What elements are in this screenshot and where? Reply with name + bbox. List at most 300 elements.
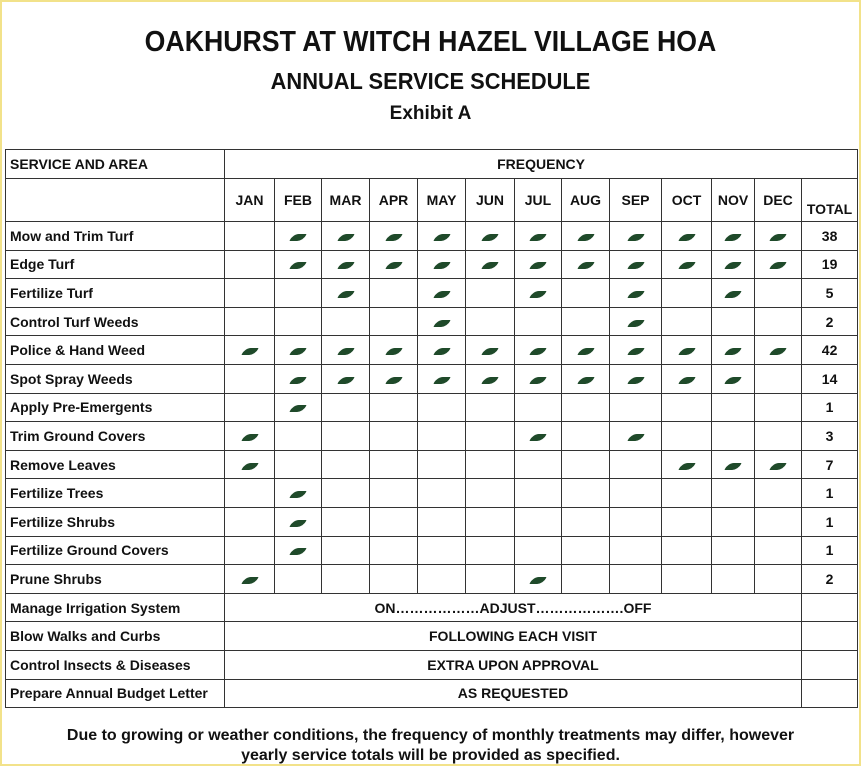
month-cell-oct (662, 507, 712, 536)
service-name: Control Insects & Diseases (6, 650, 225, 679)
month-cell-feb (275, 222, 322, 251)
month-cell-oct (662, 393, 712, 422)
leaf-icon (481, 234, 498, 241)
total-header: TOTAL (802, 179, 858, 222)
month-cell-nov (712, 536, 755, 565)
month-cell-oct (662, 536, 712, 565)
row-total: 42 (802, 336, 858, 365)
leaf-icon (678, 262, 695, 269)
month-cell-jun (466, 364, 515, 393)
leaf-icon (678, 463, 695, 470)
month-cell-may (418, 250, 466, 279)
table-row (6, 222, 858, 251)
month-cell-may (418, 507, 466, 536)
month-cell-mar (322, 364, 370, 393)
leaf-icon (289, 405, 306, 412)
month-cell-jan (225, 450, 275, 479)
month-cell-dec (755, 422, 802, 451)
row-total: 2 (802, 565, 858, 594)
leaf-icon (678, 348, 695, 355)
frequency-note: ON………………ADJUST……………….OFF (225, 593, 802, 622)
service-name: Prepare Annual Budget Letter (6, 679, 225, 708)
month-cell-jan (225, 250, 275, 279)
month-cell-apr (370, 364, 418, 393)
table-row (6, 536, 858, 565)
month-cell-mar (322, 393, 370, 422)
leaf-icon (627, 234, 644, 241)
frequency-note: AS REQUESTED (225, 679, 802, 708)
month-cell-apr (370, 307, 418, 336)
month-cell-aug (562, 279, 610, 308)
month-cell-mar (322, 536, 370, 565)
service-name: Spot Spray Weeds (6, 364, 225, 393)
leaf-icon (433, 348, 450, 355)
month-cell-oct (662, 364, 712, 393)
frequency-header: FREQUENCY (225, 150, 858, 179)
leaf-icon (529, 262, 546, 269)
row-total: 19 (802, 250, 858, 279)
month-cell-jul (515, 279, 562, 308)
leaf-icon (433, 320, 450, 327)
month-cell-nov (712, 279, 755, 308)
month-cell-jun (466, 507, 515, 536)
month-cell-aug (562, 479, 610, 508)
month-cell-dec (755, 536, 802, 565)
month-cell-jul (515, 536, 562, 565)
leaf-icon (577, 348, 594, 355)
month-cell-mar (322, 565, 370, 594)
table-row (6, 250, 858, 279)
month-header-jan: JAN (225, 179, 275, 222)
service-name: Fertilize Trees (6, 479, 225, 508)
month-header-mar: MAR (322, 179, 370, 222)
month-cell-jul (515, 450, 562, 479)
row-total: 38 (802, 222, 858, 251)
leaf-icon (769, 262, 786, 269)
month-cell-mar (322, 422, 370, 451)
month-cell-apr (370, 279, 418, 308)
leaf-icon (529, 377, 546, 384)
leaf-icon (724, 291, 741, 298)
month-cell-jan (225, 336, 275, 365)
month-header-dec: DEC (755, 179, 802, 222)
month-cell-jun (466, 222, 515, 251)
month-cell-sep (610, 450, 662, 479)
month-cell-sep (610, 536, 662, 565)
month-cell-dec (755, 250, 802, 279)
month-cell-may (418, 450, 466, 479)
month-header-may: MAY (418, 179, 466, 222)
month-cell-mar (322, 307, 370, 336)
footnote-line-2: yearly service totals will be provided as specified. (241, 747, 620, 764)
leaf-icon (289, 520, 306, 527)
month-cell-mar (322, 450, 370, 479)
month-cell-jan (225, 307, 275, 336)
month-cell-aug (562, 222, 610, 251)
month-cell-feb (275, 307, 322, 336)
month-cell-may (418, 307, 466, 336)
leaf-icon (289, 491, 306, 498)
month-cell-nov (712, 422, 755, 451)
month-cell-apr (370, 507, 418, 536)
service-name: Blow Walks and Curbs (6, 622, 225, 651)
leaf-icon (577, 234, 594, 241)
month-cell-sep (610, 422, 662, 451)
frequency-note: EXTRA UPON APPROVAL (225, 650, 802, 679)
month-cell-jun (466, 279, 515, 308)
table-row (6, 364, 858, 393)
month-cell-apr (370, 565, 418, 594)
leaf-icon (433, 234, 450, 241)
leaf-icon (385, 377, 402, 384)
month-cell-aug (562, 536, 610, 565)
service-name: Manage Irrigation System (6, 593, 225, 622)
month-cell-apr (370, 222, 418, 251)
leaf-icon (577, 377, 594, 384)
month-cell-may (418, 364, 466, 393)
month-header-sep: SEP (610, 179, 662, 222)
month-cell-feb (275, 364, 322, 393)
month-cell-feb (275, 450, 322, 479)
month-cell-oct (662, 222, 712, 251)
month-cell-jun (466, 565, 515, 594)
table-row (6, 450, 858, 479)
leaf-icon (433, 377, 450, 384)
leaf-icon (481, 262, 498, 269)
month-header-jun: JUN (466, 179, 515, 222)
month-cell-mar (322, 222, 370, 251)
leaf-icon (337, 234, 354, 241)
month-cell-nov (712, 565, 755, 594)
month-cell-feb (275, 479, 322, 508)
month-cell-apr (370, 536, 418, 565)
month-cell-apr (370, 250, 418, 279)
leaf-icon (481, 377, 498, 384)
month-cell-jun (466, 250, 515, 279)
month-cell-nov (712, 307, 755, 336)
row-total (802, 650, 858, 679)
month-cell-may (418, 565, 466, 594)
month-cell-sep (610, 393, 662, 422)
exhibit-label: Exhibit A (389, 103, 472, 124)
month-cell-feb (275, 422, 322, 451)
leaf-icon (289, 377, 306, 384)
leaf-icon (724, 234, 741, 241)
table-row (6, 650, 858, 679)
service-name: Fertilize Ground Covers (6, 536, 225, 565)
leaf-icon (241, 463, 258, 470)
table-row (6, 336, 858, 365)
month-cell-jan (225, 422, 275, 451)
month-cell-jan (225, 536, 275, 565)
month-cell-feb (275, 336, 322, 365)
month-cell-may (418, 336, 466, 365)
table-row (6, 593, 858, 622)
month-cell-dec (755, 479, 802, 508)
page-title: OAKHURST AT WITCH HAZEL VILLAGE HOA (144, 26, 717, 58)
frequency-note: FOLLOWING EACH VISIT (225, 622, 802, 651)
month-cell-nov (712, 250, 755, 279)
leaf-icon (529, 348, 546, 355)
leaf-icon (724, 377, 741, 384)
service-and-area-header: SERVICE AND AREA (6, 150, 225, 179)
month-cell-feb (275, 565, 322, 594)
month-cell-dec (755, 336, 802, 365)
month-cell-jul (515, 393, 562, 422)
service-name: Trim Ground Covers (6, 422, 225, 451)
leaf-icon (577, 262, 594, 269)
month-cell-may (418, 279, 466, 308)
month-cell-sep (610, 364, 662, 393)
service-name: Fertilize Turf (6, 279, 225, 308)
month-cell-dec (755, 507, 802, 536)
month-cell-aug (562, 450, 610, 479)
month-cell-jun (466, 393, 515, 422)
month-cell-aug (562, 250, 610, 279)
row-total: 5 (802, 279, 858, 308)
leaf-icon (337, 291, 354, 298)
table-row (6, 479, 858, 508)
month-cell-jan (225, 364, 275, 393)
month-cell-jul (515, 250, 562, 279)
leaf-icon (289, 234, 306, 241)
month-cell-oct (662, 279, 712, 308)
leaf-icon (627, 262, 644, 269)
month-cell-aug (562, 364, 610, 393)
month-cell-mar (322, 336, 370, 365)
row-total: 1 (802, 393, 858, 422)
month-cell-jul (515, 364, 562, 393)
table-row (6, 307, 858, 336)
month-cell-nov (712, 364, 755, 393)
month-header-feb: FEB (275, 179, 322, 222)
month-cell-jul (515, 565, 562, 594)
month-header-row (6, 179, 858, 222)
leaf-icon (678, 234, 695, 241)
month-header-nov: NOV (712, 179, 755, 222)
leaf-icon (769, 463, 786, 470)
month-cell-oct (662, 336, 712, 365)
month-cell-oct (662, 250, 712, 279)
month-cell-jun (466, 536, 515, 565)
table-row (6, 279, 858, 308)
month-cell-dec (755, 364, 802, 393)
row-total: 7 (802, 450, 858, 479)
month-cell-jun (466, 336, 515, 365)
month-cell-nov (712, 393, 755, 422)
month-cell-may (418, 222, 466, 251)
leaf-icon (289, 548, 306, 555)
table-row (6, 393, 858, 422)
leaf-icon (241, 577, 258, 584)
footnote-line-1: Due to growing or weather conditions, the frequency of monthly treatments may differ, however (66, 727, 795, 744)
month-cell-jan (225, 279, 275, 308)
page-subtitle: ANNUAL SERVICE SCHEDULE (270, 68, 591, 94)
month-header-apr: APR (370, 179, 418, 222)
month-cell-apr (370, 422, 418, 451)
month-cell-dec (755, 393, 802, 422)
leaf-icon (769, 234, 786, 241)
leaf-icon (627, 320, 644, 327)
month-cell-sep (610, 250, 662, 279)
month-cell-dec (755, 565, 802, 594)
month-cell-jan (225, 565, 275, 594)
service-name: Apply Pre-Emergents (6, 393, 225, 422)
month-cell-nov (712, 507, 755, 536)
service-name: Control Turf Weeds (6, 307, 225, 336)
month-cell-mar (322, 279, 370, 308)
leaf-icon (627, 291, 644, 298)
month-cell-sep (610, 222, 662, 251)
leaf-icon (433, 262, 450, 269)
leaf-icon (769, 348, 786, 355)
leaf-icon (529, 291, 546, 298)
month-header-aug: AUG (562, 179, 610, 222)
month-cell-feb (275, 279, 322, 308)
month-cell-oct (662, 307, 712, 336)
row-total: 1 (802, 536, 858, 565)
month-cell-jun (466, 450, 515, 479)
month-cell-feb (275, 536, 322, 565)
month-cell-nov (712, 222, 755, 251)
table-row (6, 422, 858, 451)
month-cell-oct (662, 565, 712, 594)
month-cell-jun (466, 479, 515, 508)
table-row (6, 507, 858, 536)
month-cell-jul (515, 307, 562, 336)
month-cell-feb (275, 250, 322, 279)
month-cell-jul (515, 222, 562, 251)
month-cell-jan (225, 393, 275, 422)
month-cell-aug (562, 307, 610, 336)
service-name: Prune Shrubs (6, 565, 225, 594)
row-total: 3 (802, 422, 858, 451)
month-cell-aug (562, 507, 610, 536)
month-cell-apr (370, 393, 418, 422)
month-cell-nov (712, 479, 755, 508)
month-cell-aug (562, 336, 610, 365)
service-name: Remove Leaves (6, 450, 225, 479)
month-cell-may (418, 393, 466, 422)
month-cell-mar (322, 250, 370, 279)
month-cell-oct (662, 479, 712, 508)
month-cell-sep (610, 336, 662, 365)
leaf-icon (337, 377, 354, 384)
month-cell-sep (610, 507, 662, 536)
month-cell-jan (225, 479, 275, 508)
row-total (802, 679, 858, 708)
leaf-icon (529, 577, 546, 584)
leaf-icon (627, 434, 644, 441)
month-cell-apr (370, 450, 418, 479)
leaf-icon (385, 348, 402, 355)
leaf-icon (529, 234, 546, 241)
leaf-icon (433, 291, 450, 298)
month-cell-oct (662, 450, 712, 479)
table-row (6, 679, 858, 708)
leaf-icon (385, 234, 402, 241)
month-cell-jul (515, 422, 562, 451)
month-header-oct: OCT (662, 179, 712, 222)
month-cell-aug (562, 565, 610, 594)
leaf-icon (678, 377, 695, 384)
month-cell-jul (515, 479, 562, 508)
month-header-jul: JUL (515, 179, 562, 222)
month-cell-jul (515, 507, 562, 536)
month-cell-sep (610, 565, 662, 594)
service-name: Fertilize Shrubs (6, 507, 225, 536)
leaf-icon (529, 434, 546, 441)
leaf-icon (337, 262, 354, 269)
row-total (802, 622, 858, 651)
leaf-icon (724, 348, 741, 355)
month-cell-dec (755, 307, 802, 336)
row-total: 2 (802, 307, 858, 336)
leaf-icon (289, 262, 306, 269)
month-cell-jun (466, 422, 515, 451)
month-cell-feb (275, 507, 322, 536)
leaf-icon (627, 348, 644, 355)
leaf-icon (241, 348, 258, 355)
footnote (2, 726, 859, 766)
month-cell-sep (610, 479, 662, 508)
leaf-icon (724, 262, 741, 269)
month-cell-dec (755, 279, 802, 308)
month-cell-sep (610, 279, 662, 308)
row-total: 1 (802, 479, 858, 508)
row-total: 14 (802, 364, 858, 393)
month-cell-mar (322, 479, 370, 508)
table-row (6, 622, 858, 651)
service-schedule-table (5, 149, 858, 708)
leaf-icon (385, 262, 402, 269)
leaf-icon (481, 348, 498, 355)
blank-header-cell (6, 179, 225, 222)
month-cell-jan (225, 222, 275, 251)
month-cell-mar (322, 507, 370, 536)
month-cell-apr (370, 336, 418, 365)
month-cell-jun (466, 307, 515, 336)
leaf-icon (724, 463, 741, 470)
leaf-icon (289, 348, 306, 355)
header-row-1 (6, 150, 858, 179)
month-cell-nov (712, 336, 755, 365)
month-cell-may (418, 536, 466, 565)
month-cell-dec (755, 450, 802, 479)
table-row (6, 565, 858, 594)
service-name: Police & Hand Weed (6, 336, 225, 365)
month-cell-dec (755, 222, 802, 251)
month-cell-aug (562, 393, 610, 422)
month-cell-sep (610, 307, 662, 336)
month-cell-jul (515, 336, 562, 365)
month-cell-nov (712, 450, 755, 479)
month-cell-oct (662, 422, 712, 451)
month-cell-apr (370, 479, 418, 508)
month-cell-jan (225, 507, 275, 536)
month-cell-aug (562, 422, 610, 451)
month-cell-may (418, 479, 466, 508)
leaf-icon (627, 377, 644, 384)
row-total (802, 593, 858, 622)
month-cell-may (418, 422, 466, 451)
leaf-icon (337, 348, 354, 355)
row-total: 1 (802, 507, 858, 536)
service-name: Mow and Trim Turf (6, 222, 225, 251)
service-name: Edge Turf (6, 250, 225, 279)
month-cell-feb (275, 393, 322, 422)
leaf-icon (241, 434, 258, 441)
